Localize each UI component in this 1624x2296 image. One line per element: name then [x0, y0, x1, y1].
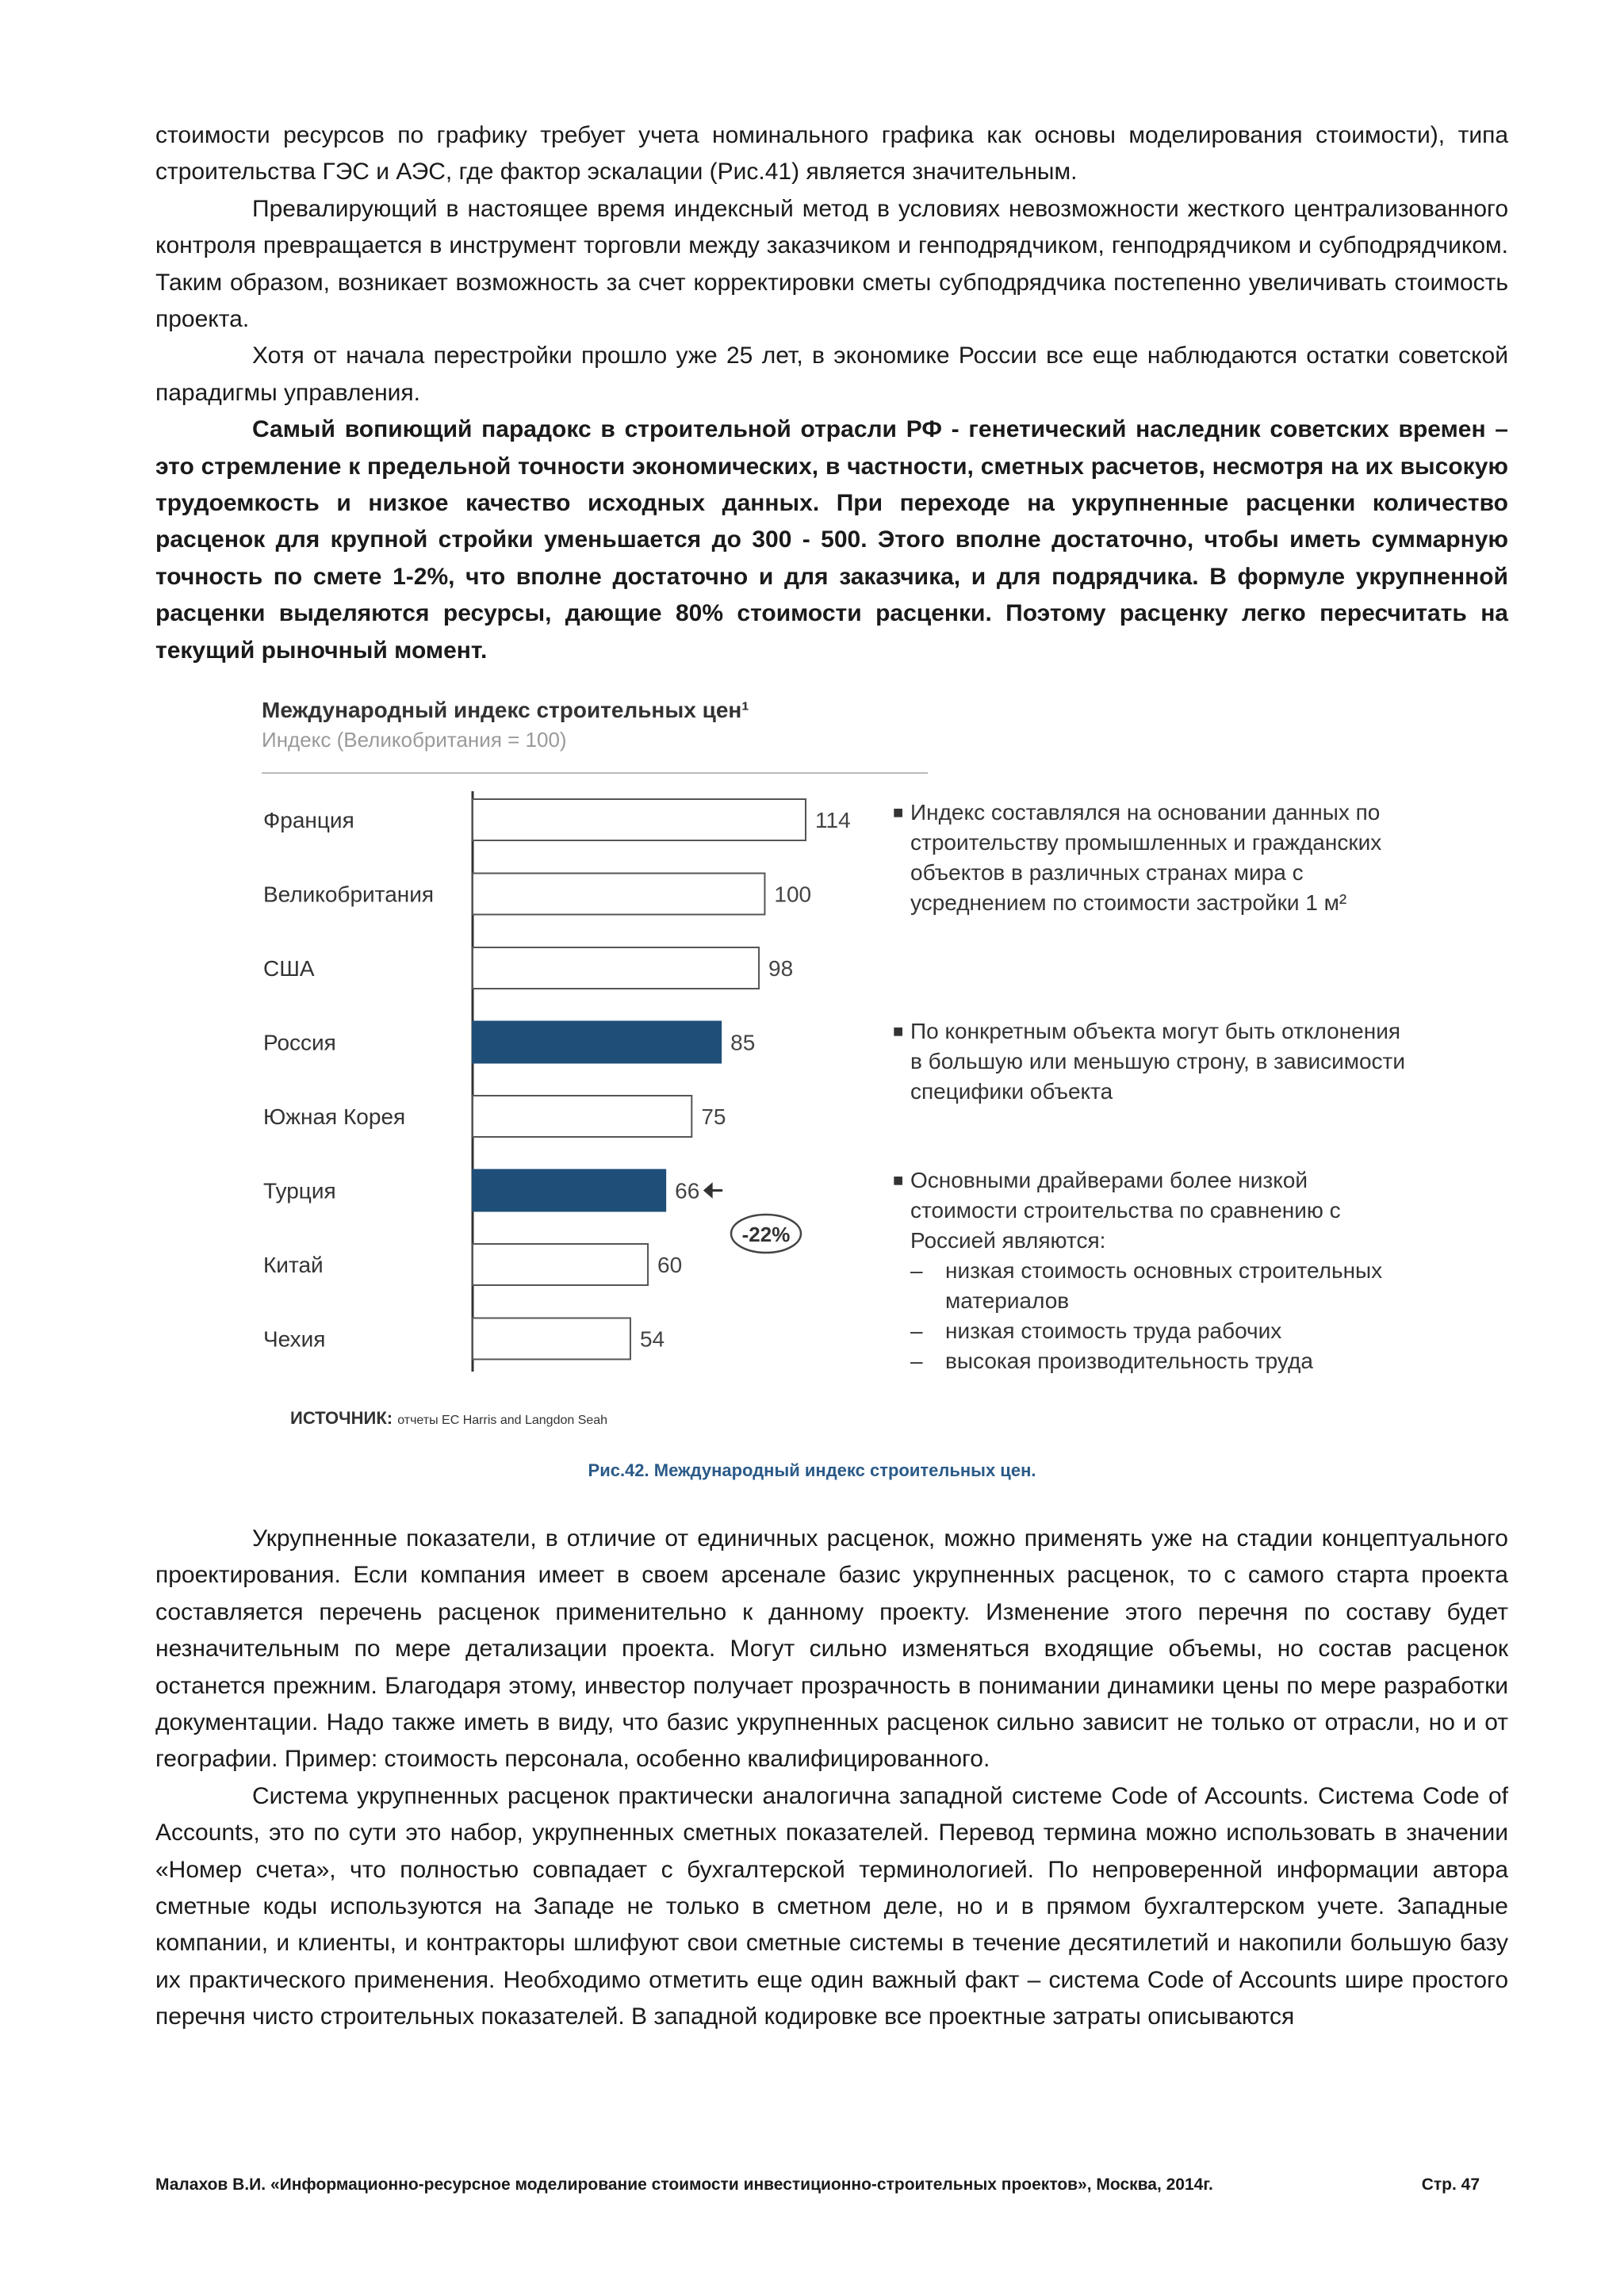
arrow-left-icon: [705, 1185, 722, 1196]
dash-icon: –: [910, 1258, 923, 1283]
top-text-block: [155, 117, 1508, 669]
category-label: Южная Корея: [263, 1104, 406, 1129]
bullet-icon: ■: [893, 1170, 904, 1190]
category-label: США: [263, 956, 315, 981]
bullet-icon: ■: [893, 802, 904, 822]
category-label: Китай: [263, 1253, 324, 1277]
category-label: Турция: [263, 1178, 336, 1203]
paragraph-perestroika: Хотя от начала перестройки прошло уже 25 лет, в экономике России все еще наблюдаются остатки советской парадигмы управления.: [155, 342, 1508, 406]
category-label: Великобритания: [263, 882, 435, 907]
driver-item: [910, 1316, 1418, 1346]
chart-title: Международный индекс строительных цен¹: [262, 698, 749, 722]
note-text: По конкретным объекта могут быть отклонения в большую или меньшую строну, в зависимости специфики объекта: [910, 1019, 1406, 1104]
value-label: 100: [774, 882, 812, 907]
driver-text: низкая стоимость основных строительных материалов: [945, 1258, 1383, 1313]
bar: [473, 1318, 630, 1360]
paragraph-paradox: Самый вопиющий парадокс в строительной отрасли РФ - генетический наследник советских времен – это стремление к предельной точности экономических, в частности, сметных расчетов, несмотря на их высокую трудоемкость и низкое качество исходных данных. При переходе на укрупненные расценки количество расценок для крупной стройки уменьшается до 300 - 500. Этого вполне достаточно, чтобы иметь суммарную точность по смете 1-2%, что вполне достаточно и для заказчика, и для подрядчика. В формуле укрупненной расценки выделяются ресурсы, дающие 80% стоимости расценки. Поэтому расценку легко пересчитать на текущий рыночный момент.: [155, 416, 1508, 664]
page-footer: [155, 2175, 1508, 2195]
bar: [473, 799, 806, 840]
paragraph-code-of-accounts: Система укрупненных расценок практически аналогична западной системе Code of Accounts. Система Code of Accounts, это по сути это набор, укрупненных сметных показателей. Перевод термина можно использовать в значении «Номер счета», что полностью совпадает с бухгалтерской терминологией. По непроверенной информации автора сметные коды используются на Западе не только в сметном деле, но и в прямом бухгалтерском учете. Западные компании, и клиенты, и контракторы шлифуют свои сметные системы в течение десятилетий и накопили большую базу их практического применения. Необходимо отметить еще один важный факт – система Code of Accounts шире простого перечня чисто строительных показателей. В западной кодировке все проектные затраты описываются: [155, 1782, 1508, 2030]
bar: [473, 1170, 665, 1211]
bullet-icon: ■: [893, 1021, 904, 1041]
note-text: Основными драйверами более низкой стоимости строительства по сравнению с Россией являются:: [910, 1168, 1341, 1253]
source-text: отчеты EC Harris and Langdon Seah: [397, 1414, 608, 1427]
dash-icon: –: [910, 1318, 923, 1343]
paragraph-continuation: стоимости ресурсов по графику требует учета номинального графика как основы моделирования стоимости), типа строительства ГЭС и АЭС, где фактор эскалации (Рис.41) является значительным.: [155, 122, 1508, 186]
note-drivers: [893, 1165, 1418, 1376]
value-label: 75: [701, 1104, 726, 1129]
bar: [473, 874, 764, 915]
paragraph-aggregated-indicators: Укрупненные показатели, в отличие от единичных расценок, можно применять уже на стадии концептуального проектирования. Если компания имеет в своем арсенале базис укрупненных расценок, то с самого старта проекта составляется перечень расценок применительно к данному проекту. Изменение этого перечня по составу будет незначительным по мере детализации проекта. Могут сильно изменяться входящие объемы, но состав расценок останется прежним. Благодаря этому, инвестор получает прозрачность в понимании динамики цены по мере разработки документации. Надо также иметь в виду, что базис укрупненных расценок сильно зависит не только от отрасли, но и от географии. Пример: стоимость персонала, особенно квалифицированного.: [155, 1525, 1508, 1773]
value-label: 54: [639, 1326, 665, 1352]
driver-item: [910, 1346, 1418, 1376]
bar: [473, 1244, 648, 1285]
value-label: 85: [730, 1030, 756, 1055]
footer-citation: Малахов В.И. «Информационно-ресурсное моделирование стоимости инвестиционно-строительных проектов», Москва, 2014г.: [155, 2175, 1213, 2194]
chart-subtitle: Индекс (Великобритания = 100): [262, 728, 567, 752]
page-number: Стр. 47: [1421, 2175, 1480, 2194]
category-label: Франция: [263, 808, 354, 832]
bar: [473, 947, 759, 989]
value-label: 66: [675, 1178, 700, 1203]
value-label: 98: [768, 956, 794, 981]
bar: [473, 1096, 691, 1137]
value-label: 114: [815, 808, 851, 832]
bar: [473, 1022, 721, 1063]
note-text: Индекс составлялся на основании данных по строительству промышленных и гражданских объектов в различных странах мира с усреднением по стоимости застройки 1 м²: [910, 800, 1382, 915]
note-index-basis: [893, 798, 1418, 918]
difference-callout-label: -22%: [741, 1223, 791, 1246]
note-deviations: [893, 1016, 1418, 1107]
dash-icon: –: [910, 1349, 923, 1373]
figure-caption: Рис.42. Международный индекс строительных цен.: [588, 1460, 1036, 1480]
driver-text: высокая производительность труда: [945, 1349, 1313, 1373]
category-label: Россия: [263, 1030, 336, 1055]
category-label: Чехия: [263, 1326, 326, 1352]
construction-index-chart: [252, 698, 1418, 1447]
bottom-text-block: [155, 1521, 1508, 2036]
chart-source: [290, 1408, 607, 1429]
driver-item: [910, 1256, 1418, 1316]
source-label: ИСТОЧНИК:: [290, 1408, 393, 1428]
driver-text: низкая стоимость труда рабочих: [945, 1318, 1282, 1343]
value-label: 60: [657, 1253, 683, 1277]
paragraph-index-method: Превалирующий в настоящее время индексный метод в условиях невозможности жесткого централизованного контроля превращается в инструмент торговли между заказчиком и генподрядчиком, генподрядчиком и субподрядчиком. Таким образом, возникает возможность за счет корректировки сметы субподрядчика постепенно увеличивать стоимость проекта.: [155, 195, 1508, 333]
